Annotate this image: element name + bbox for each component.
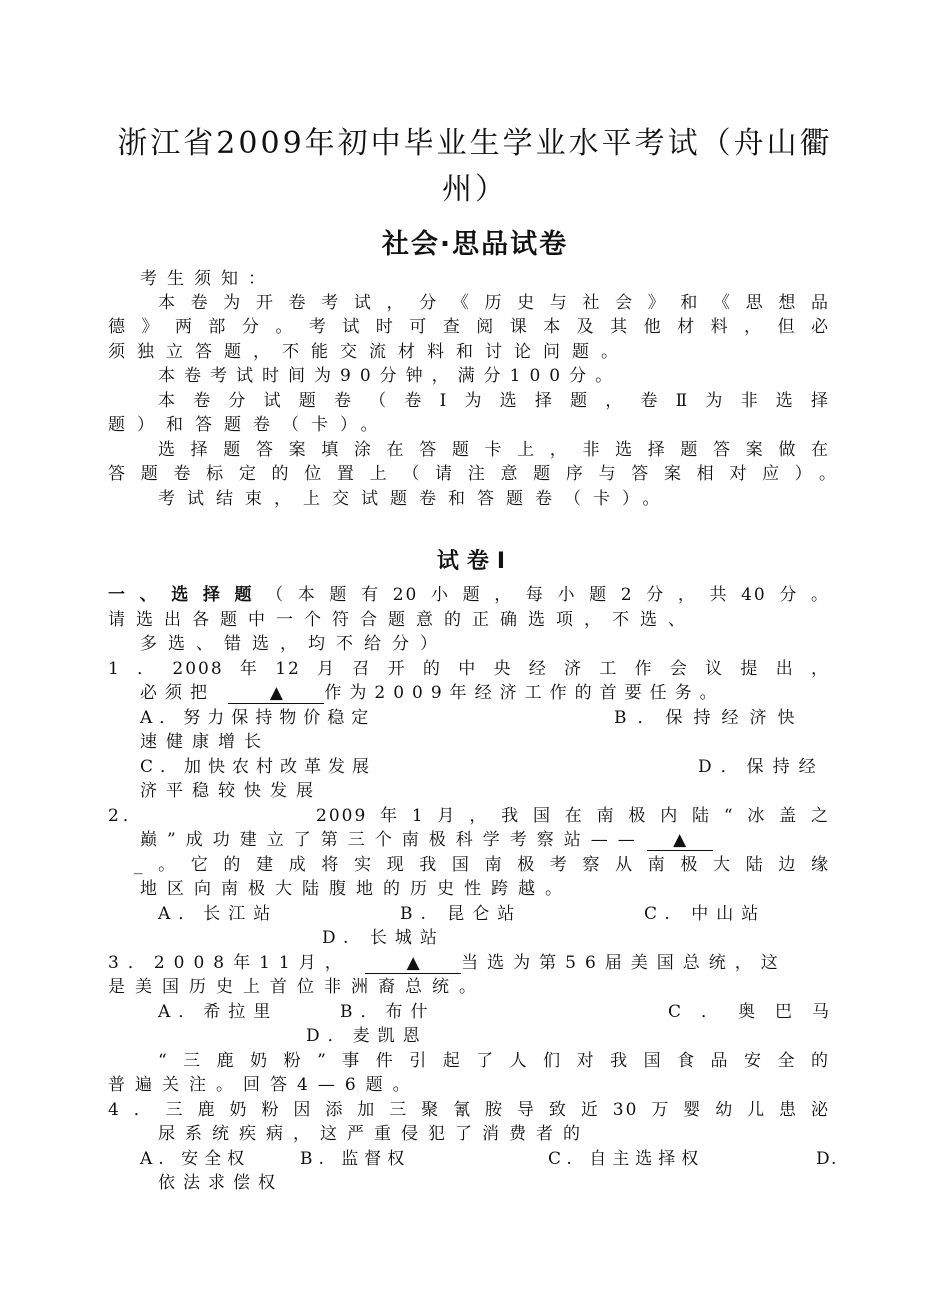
question-1-text: 作为2009年经济工作的首要任务。 <box>324 683 725 703</box>
question-4-stem: 4．三鹿奶粉因添加三聚氰胺导致近30万婴幼儿患泌 <box>108 1100 830 1120</box>
exam-subtitle: 社会·思品试卷 <box>381 229 569 260</box>
notice-line: 德》两部分。考试时可查阅课本及其他材料，但必 <box>108 317 830 337</box>
question-1-option-d-cont: 济平稳较快发展 <box>140 781 322 801</box>
question-3-text: 当选为第56届美国总统，这 <box>461 953 787 973</box>
section-instruction: （本题有20小题，每小题2分，共40分。 <box>266 585 830 605</box>
group-intro-2: 普遍关注。回答4—6题。 <box>108 1075 420 1095</box>
question-4-option-c: C. 自主选择权 <box>548 1149 705 1169</box>
notice-line: 考试结束，上交试题卷和答题卷（卡）。 <box>158 489 672 509</box>
question-3-option-b: B．布什 <box>340 1002 436 1022</box>
notice-line: 本卷考试时间为90分钟，满分100分。 <box>158 366 622 386</box>
question-2-option-d: D. 长城站 <box>322 928 445 948</box>
question-2-option-c: C. 中山站 <box>644 904 767 924</box>
notice-heading: 考生须知： <box>140 269 275 289</box>
question-3-stem <box>108 951 787 975</box>
notice-line: 本卷分试题卷（卷Ⅰ为选择题，卷Ⅱ为非选择 <box>158 391 830 411</box>
question-2-option-b: B. 昆仑站 <box>400 904 523 924</box>
question-2-stem-3: _。它的建成将实现我国南极考察从南极大陆边缘 <box>134 855 830 875</box>
question-4-option-a: A. 安全权 <box>140 1149 251 1169</box>
section-label: 一、选择题 <box>108 585 267 605</box>
notice-line: 须独立答题，不能交流材料和讨论问题。 <box>108 342 630 362</box>
question-4-option-d-cont: 依法求偿权 <box>158 1173 283 1193</box>
question-4-stem-2: 尿系统疾病，这严重侵犯了消费者的 <box>158 1124 590 1144</box>
question-1-option-a: A．努力保持物价稳定 <box>140 708 376 728</box>
paper-title: 试卷Ⅰ <box>436 549 514 574</box>
notice-line: 本卷为开卷考试，分《历史与社会》和《思想品 <box>158 293 830 313</box>
question-2-text: 巅”成功建立了第三个南极科学考察站—— <box>140 830 645 850</box>
question-3-stem-2: 是美国历史上首位非洲裔总统。 <box>108 977 486 997</box>
notice-line: 答题卷标定的位置上（请注意题序与答案相对应）。 <box>108 464 838 484</box>
question-2-stem-2 <box>140 828 713 852</box>
question-1-option-b-cont: 速健康增长 <box>140 732 270 752</box>
question-2-stem: 2009年1月，我国在南极内陆“冰盖之 <box>316 806 830 826</box>
question-4-option-d: D. <box>816 1149 839 1169</box>
answer-blank: ▲ <box>365 953 461 974</box>
answer-blank: ▲ <box>647 830 713 851</box>
question-2-stem-4: 地区向南极大陆腹地的历史性跨越。 <box>140 879 572 899</box>
question-1-option-d: D．保持经 <box>698 757 825 777</box>
section-line1 <box>108 583 830 607</box>
notice-line: 题）和答题卷（卡）。 <box>108 415 390 435</box>
question-3-text: 3．2008年11月， <box>108 953 351 973</box>
question-3-option-d: D．麦凯恩 <box>306 1026 428 1046</box>
question-1-stem-2 <box>140 681 725 705</box>
notice-line: 选择题答案填涂在答题卡上，非选择题答案做在 <box>158 440 830 460</box>
question-4-option-b: B. 监督权 <box>300 1149 411 1169</box>
question-1-option-b: B．保持经济快 <box>614 708 806 728</box>
group-intro: “三鹿奶粉”事件引起了人们对我国食品安全的 <box>158 1051 830 1071</box>
exam-title-line2: 州） <box>442 172 508 207</box>
answer-blank: ▲ <box>228 683 324 704</box>
question-3-option-a: A．希拉里 <box>158 1002 279 1022</box>
question-1-text: 必须把 <box>140 683 215 703</box>
section-line2: 请选出各题中一个符合题意的正确选项，不选、 <box>108 610 696 630</box>
question-2-number: 2． <box>108 806 144 826</box>
question-2-option-a: A．长江站 <box>158 904 279 924</box>
section-line3: 多选、错选，均不给分） <box>140 634 448 654</box>
exam-title-line1: 浙江省2009年初中毕业生学业水平考试（舟山衢 <box>117 126 833 161</box>
question-3-option-c: C．奥巴马 <box>668 1002 850 1022</box>
question-1-stem: 1．2008年12月召开的中央经济工作会议提出， <box>108 659 830 679</box>
question-1-option-c: C．加快农村改革发展 <box>140 757 377 777</box>
